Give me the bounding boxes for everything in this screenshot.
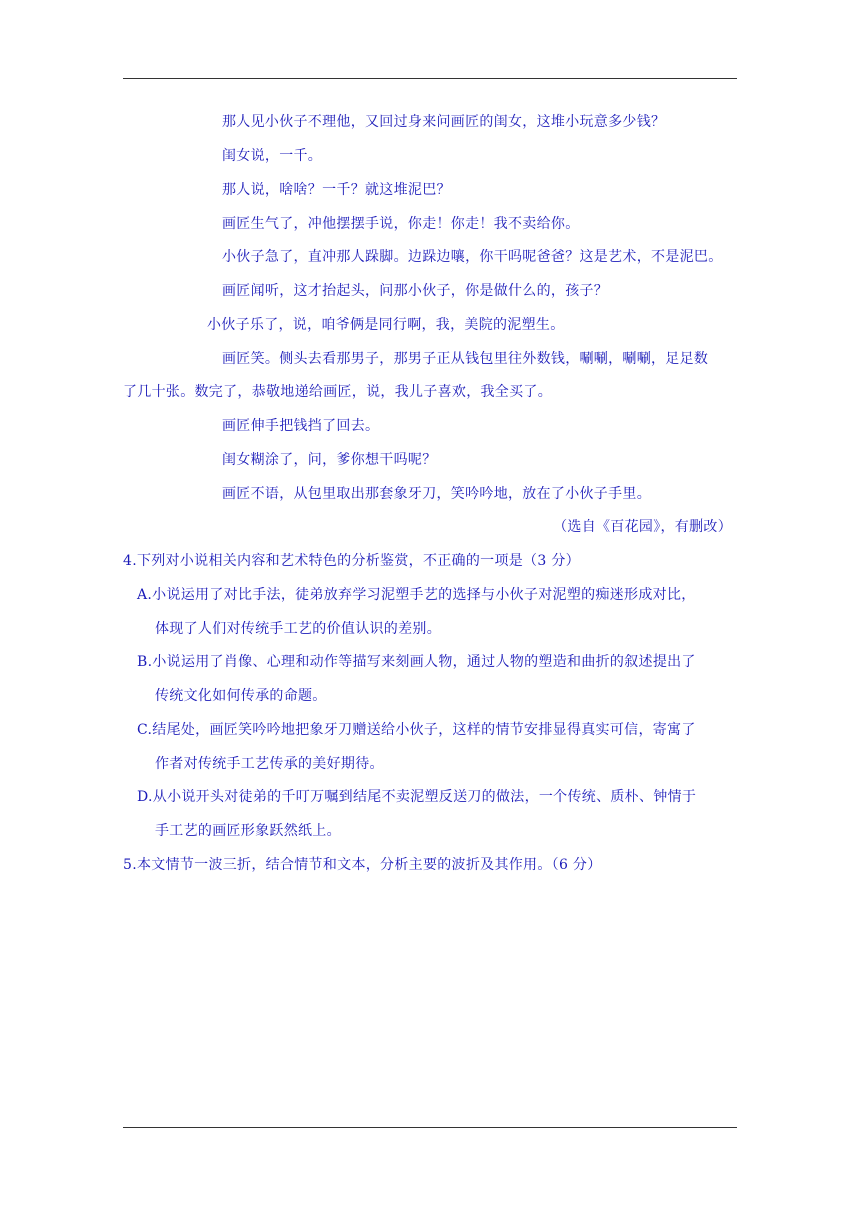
story-line: 那人见小伙子不理他，又回过身来问画匠的闺女，这堆小玩意多少钱？ bbox=[222, 114, 666, 130]
story-line: 小伙子急了，直冲那人跺脚。边跺边嚷，你干吗呢爸爸？这是艺术，不是泥巴。 bbox=[222, 249, 723, 265]
story-line: 画匠生气了，冲他摆摆手说，你走！你走！我不卖给你。 bbox=[222, 216, 580, 232]
option-c-line-1: C.结尾处，画匠笑吟吟地把象牙刀赠送给小伙子，这样的情节安排显得真实可信，寄寓了 bbox=[137, 722, 696, 738]
option-d-line-1: D.从小说开头对徒弟的千叮万嘱到结尾不卖泥塑反送刀的做法，一个传统、质朴、钟情于 bbox=[137, 789, 697, 805]
story-line: 那人说，啥啥？一千？就这堆泥巴？ bbox=[222, 182, 451, 198]
story-line: 画匠伸手把钱挡了回去。 bbox=[222, 418, 380, 434]
question-4-stem: 4.下列对小说相关内容和艺术特色的分析鉴赏，不正确的一项是（3 分） bbox=[123, 553, 580, 569]
story-line: 画匠闻听，这才抬起头，问那小伙子，你是做什么的，孩子？ bbox=[222, 283, 609, 299]
story-source: （选自《百花园》，有删改） bbox=[553, 519, 732, 535]
header-rule bbox=[123, 78, 737, 79]
story-line: 画匠笑。侧头去看那男子，那男子正从钱包里往外数钱，唰唰，唰唰，足足数 bbox=[222, 351, 709, 367]
story-line: 了几十张。数完了，恭敬地递给画匠，说，我儿子喜欢，我全买了。 bbox=[123, 384, 552, 400]
option-a-line-2: 体现了人们对传统手工艺的价值认识的差别。 bbox=[155, 621, 441, 637]
option-b-line-2: 传统文化如何传承的命题。 bbox=[155, 688, 327, 704]
footer-rule bbox=[123, 1127, 737, 1128]
option-b-line-1: B.小说运用了肖像、心理和动作等描写来刻画人物，通过人物的塑造和曲折的叙述提出了 bbox=[137, 654, 696, 670]
story-line: 闺女说，一千。 bbox=[222, 148, 323, 164]
story-line: 闺女糊涂了，问，爹你想干吗呢？ bbox=[222, 452, 437, 468]
option-a-line-1: A.小说运用了对比手法，徒弟放弃学习泥塑手艺的选择与小伙子对泥塑的痴迷形成对比， bbox=[137, 587, 696, 603]
story-line: 小伙子乐了，说，咱爷俩是同行啊，我，美院的泥塑生。 bbox=[207, 317, 565, 333]
question-5-stem: 5.本文情节一波三折，结合情节和文本，分析主要的波折及其作用。（6 分） bbox=[123, 857, 602, 873]
story-line: 画匠不语，从包里取出那套象牙刀，笑吟吟地，放在了小伙子手里。 bbox=[222, 486, 651, 502]
option-d-line-2: 手工艺的画匠形象跃然纸上。 bbox=[155, 823, 341, 839]
option-c-line-2: 作者对传统手工艺传承的美好期待。 bbox=[155, 756, 384, 772]
